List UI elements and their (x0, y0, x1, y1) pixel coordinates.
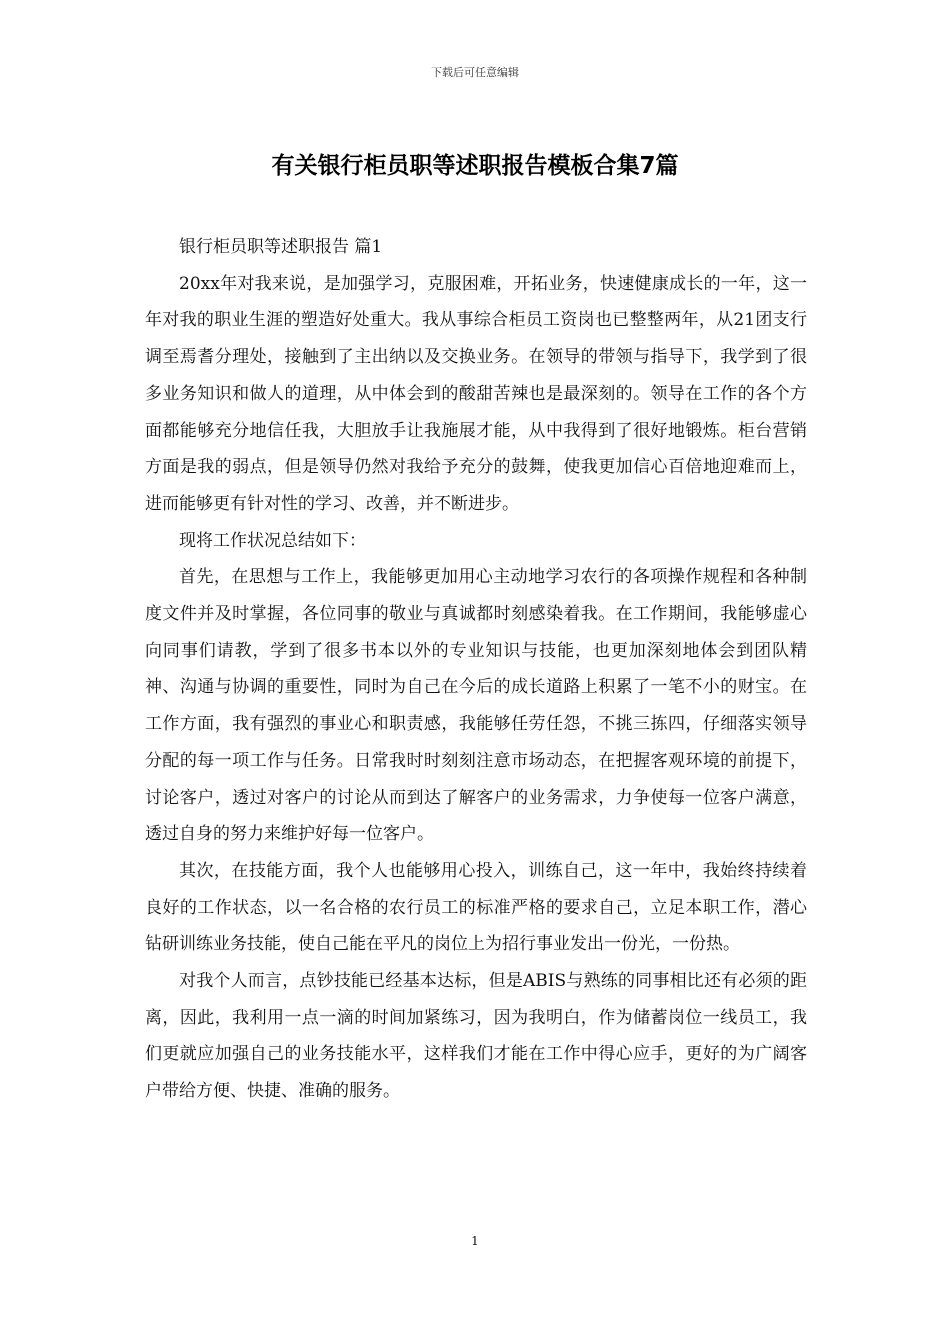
section-heading: 银行柜员职等述职报告 篇1 (179, 237, 383, 257)
page-number: 1 (471, 1234, 479, 1248)
document-title: 有关银行柜员职等述职报告模板合集7篇 (271, 153, 679, 179)
body-paragraph: 现将工作状况总结如下： (179, 530, 366, 551)
body-paragraph: 首先，在思想与工作上，我能够更加用心主动地学习农行的各项操作规程和各种制度文件并及时掌握，各位同事的敬业与真诚都时刻感染着我。在工作期间，我能够虚心向同事们请教，学到了很多书本以外的专业知识与技能，也更加深刻地体会到团队精神、沟通与协调的重要性，同时为自己在今后的成长道路上积累了一笔不小的财宝。在工作方面，我有强烈的事业心和职责感，我能够任劳任怨，不挑三拣四，仔细落实领导分配的每一项工作与任务。日常我时时刻刻注意市场动态，在把握客观环境的前提下，讨论客户，透过对客户的讨论从而到达了解客户的业务需求，力争使每一位客户满意，透过自身的努力来维护好每一位客户。 (145, 567, 807, 845)
document-body (145, 229, 807, 1110)
page-header-watermark: 下载后可任意编辑 (431, 66, 519, 79)
body-paragraph: 其次，在技能方面，我个人也能够用心投入，训练自己，这一年中，我始终持续着良好的工作状态，以一名合格的农行员工的标准严格的要求自己，立足本职工作，潜心钻研训练业务技能，使自己能在平凡的岗位上为招行事业发出一份光，一份热。 (145, 860, 807, 955)
body-paragraph: 20xx年对我来说，是加强学习，克服困难，开拓业务，快速健康成长的一年，这一年对我的职业生涯的塑造好处重大。我从事综合柜员工资岗也已整整两年，从21团支行调至焉耆分理处，接触到了主出纳以及交换业务。在领导的带领与指导下，我学到了很多业务知识和做人的道理，从中体会到的酸甜苦辣也是最深刻的。领导在工作的各个方面都能够充分地信任我，大胆放手让我施展才能，从中我得到了很好地锻炼。柜台营销方面是我的弱点，但是领导仍然对我给予充分的鼓舞，使我更加信心百倍地迎难而上，进而能够更有针对性的学习、改善，并不断进步。 (145, 273, 807, 514)
body-paragraph: 对我个人而言，点钞技能已经基本达标，但是ABIS与熟练的同事相比还有必须的距离，因此，我利用一点一滴的时间加紧练习，因为我明白，作为储蓄岗位一线员工，我们更就应加强自己的业务技能水平，这样我们才能在工作中得心应手，更好的为广阔客户带给方便、快捷、准确的服务。 (145, 971, 807, 1102)
